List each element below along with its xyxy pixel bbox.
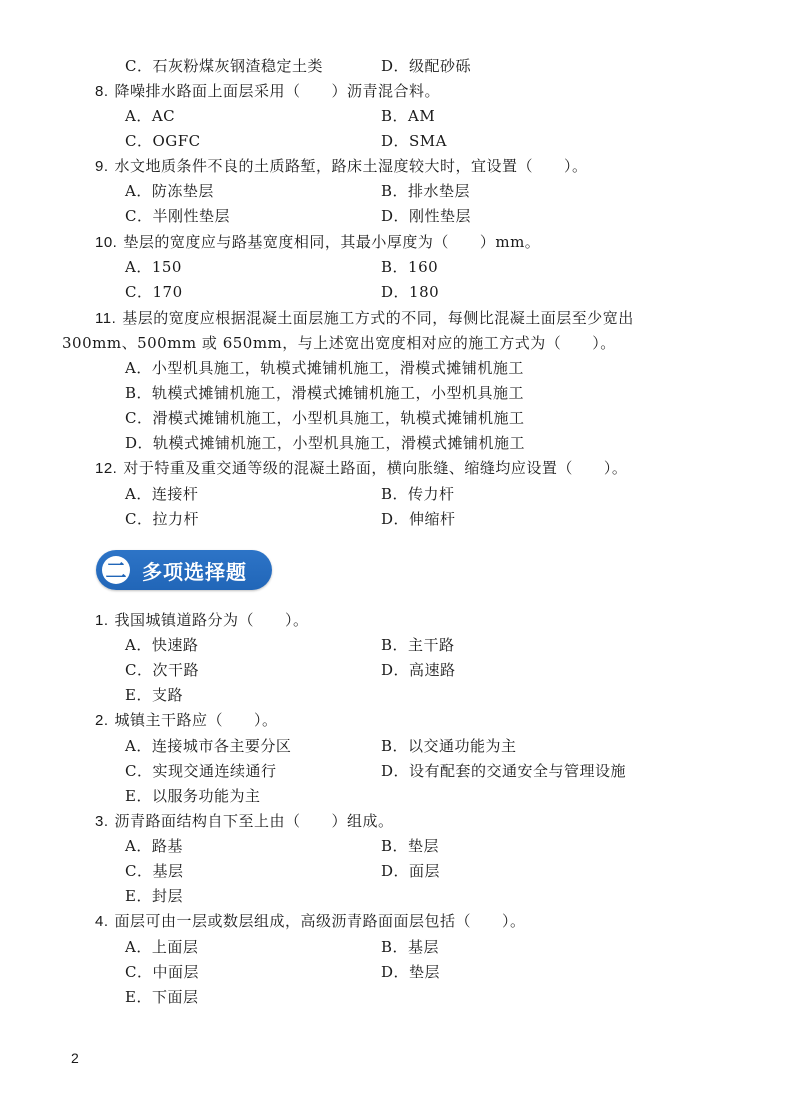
question-number: 2. [95, 712, 109, 729]
multi-question-2 [95, 709, 278, 732]
q11-option-d: D．轨模式摊铺机施工，小型机具施工，滑模式摊铺机施工 [125, 434, 526, 452]
m2-option-a: A．连接城市各主要分区 [125, 737, 292, 755]
m2-option-e: E．以服务功能为主 [125, 787, 261, 805]
multi-question-1 [95, 609, 309, 632]
question-number: 4. [95, 913, 109, 930]
q8-option-a: A．AC [125, 107, 176, 125]
q12-option-b: B．传力杆 [381, 485, 455, 503]
question-12 [95, 457, 627, 480]
question-number: 8. [95, 83, 109, 100]
q11-option-c: C．滑模式摊铺机施工，小型机具施工，轨模式摊铺机施工 [125, 409, 525, 427]
q10-option-d: D．180 [381, 283, 440, 301]
q7-option-c: C．石灰粉煤灰钢渣稳定土类 [125, 57, 323, 75]
q12-option-d: D．伸缩杆 [381, 510, 456, 528]
m1-option-b: B．主干路 [381, 636, 455, 654]
question-number: 10. [95, 234, 118, 251]
question-text: 垫层的宽度应与路基宽度相同，其最小厚度为（ ）mm。 [123, 233, 541, 251]
question-text: 面层可由一层或数层组成，高级沥青路面面层包括（ ）。 [114, 912, 526, 930]
q8-option-c: C．OGFC [125, 132, 201, 150]
question-number: 3. [95, 813, 109, 830]
question-number: 1. [95, 612, 109, 629]
q11-option-a: A．小型机具施工，轨模式摊铺机施工，滑模式摊铺机施工 [125, 359, 524, 377]
q7-option-d: D．级配砂砾 [381, 57, 472, 75]
q10-option-a: A．150 [125, 258, 182, 276]
q10-option-c: C．170 [125, 283, 183, 301]
question-text: 我国城镇道路分为（ ）。 [114, 611, 309, 629]
q9-option-a: A．防冻垫层 [125, 182, 214, 200]
m4-option-c: C．中面层 [125, 963, 199, 981]
m3-option-b: B．垫层 [381, 837, 440, 855]
q12-option-a: A．连接杆 [125, 485, 199, 503]
question-text: 城镇主干路应（ ）。 [114, 711, 278, 729]
question-11-continued: 300mm、500mm 或 650mm，与上述宽出宽度相对应的施工方式为（ ）。 [62, 334, 616, 352]
m4-option-a: A．上面层 [125, 938, 199, 956]
m1-option-c: C．次干路 [125, 661, 199, 679]
q9-option-d: D．刚性垫层 [381, 207, 472, 225]
m1-option-a: A．快速路 [125, 636, 199, 654]
q9-option-c: C．半刚性垫层 [125, 207, 230, 225]
m4-option-e: E．下面层 [125, 988, 199, 1006]
section-title: 多项选择题 [142, 559, 247, 584]
question-text: 沥青路面结构自下至上由（ ）组成。 [114, 812, 394, 830]
question-number: 9. [95, 158, 109, 175]
question-11 [95, 307, 634, 330]
q9-option-b: B．排水垫层 [381, 182, 471, 200]
m2-option-d: D．设有配套的交通安全与管理设施 [381, 762, 627, 780]
m1-option-d: D．高速路 [381, 661, 456, 679]
m3-option-e: E．封层 [125, 887, 183, 905]
m3-option-c: C．基层 [125, 862, 184, 880]
q8-option-b: B．AM [381, 107, 436, 125]
q12-option-c: C．拉力杆 [125, 510, 199, 528]
m2-option-c: C．实现交通连续通行 [125, 762, 277, 780]
question-9 [95, 155, 588, 178]
section-header [96, 550, 272, 590]
m3-option-d: D．面层 [381, 862, 441, 880]
question-text: 降噪排水路面上面层采用（ ）沥青混合料。 [114, 82, 441, 100]
multi-question-3 [95, 810, 394, 833]
question-8 [95, 80, 440, 103]
m1-option-e: E．支路 [125, 686, 183, 704]
q10-option-b: B．160 [381, 258, 439, 276]
question-text: 对于特重及重交通等级的混凝土路面，横向胀缝、缩缝均应设置（ ）。 [123, 459, 628, 477]
q8-option-d: D．SMA [381, 132, 447, 150]
page-number: 2 [71, 1050, 79, 1066]
question-text: 基层的宽度应根据混凝土面层施工方式的不同，每侧比混凝土面层至少宽出 [122, 309, 634, 327]
m4-option-b: B．基层 [381, 938, 440, 956]
q11-option-b: B．轨模式摊铺机施工，滑模式摊铺机施工，小型机具施工 [125, 384, 525, 402]
section-number-badge: 二 [102, 556, 130, 584]
question-10 [95, 231, 540, 254]
question-number: 12. [95, 460, 118, 477]
question-text: 水文地质条件不良的土质路堑，路床土湿度较大时，宜设置（ ）。 [114, 157, 588, 175]
m2-option-b: B．以交通功能为主 [381, 737, 517, 755]
multi-question-4 [95, 910, 526, 933]
question-number: 11. [95, 310, 117, 327]
m4-option-d: D．垫层 [381, 963, 441, 981]
m3-option-a: A．路基 [125, 837, 183, 855]
